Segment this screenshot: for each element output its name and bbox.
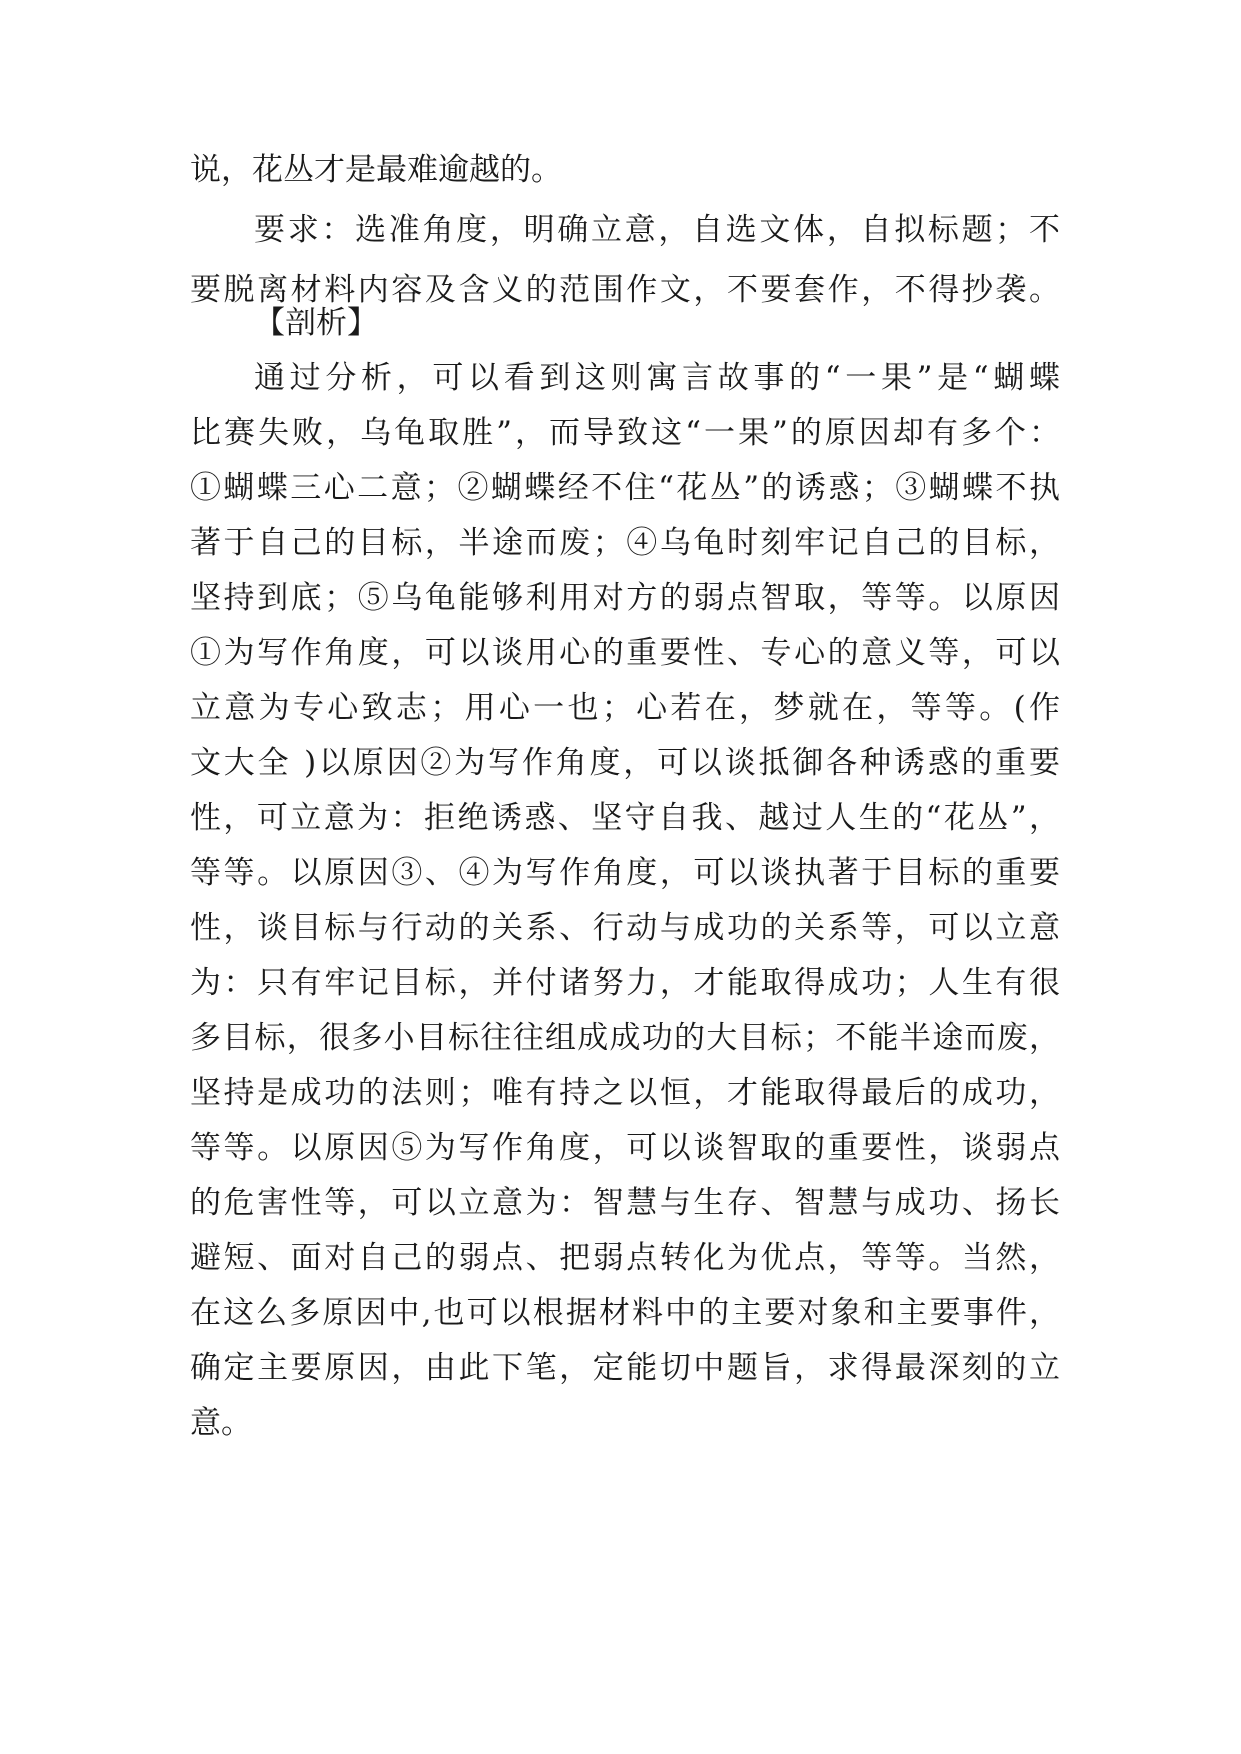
analysis-line-14: 坚持是成功的法则；唯有持之以恒，才能取得最后的成功， [190,1075,1060,1111]
analysis-line-1: 通过分析，可以看到这则寓言故事的“一果”是“蝴蝶 [254,360,1060,396]
analysis-line-20: 意。 [190,1405,252,1441]
analysis-line-7: 立意为专心致志；用心一也；心若在，梦就在，等等。(作 [190,690,1060,726]
analysis-line-2: 比赛失败，乌龟取胜”，而导致这“一果”的原因却有多个： [190,415,1060,451]
requirement-line-1: 要求：选准角度，明确立意，自选文体，自拟标题；不 [254,212,1060,248]
section-heading: 【剖析】 [254,305,378,341]
analysis-line-8: 文大全 )以原因②为写作角度，可以谈抵御各种诱惑的重要 [190,745,1060,781]
analysis-line-16: 的危害性等，可以立意为：智慧与生存、智慧与成功、扬长 [190,1185,1060,1221]
analysis-line-18: 在这么多原因中,也可以根据材料中的主要对象和主要事件， [190,1295,1060,1331]
analysis-line-9: 性，可立意为：拒绝诱惑、坚守自我、越过人生的“花丛”， [190,800,1060,836]
analysis-line-13: 多目标，很多小目标往往组成成功的大目标；不能半途而废， [190,1020,1060,1056]
analysis-line-10: 等等。以原因③、④为写作角度，可以谈执著于目标的重要 [190,855,1060,891]
analysis-line-6: ①为写作角度，可以谈用心的重要性、专心的意义等，可以 [190,635,1060,671]
analysis-line-11: 性，谈目标与行动的关系、行动与成功的关系等，可以立意 [190,910,1060,946]
analysis-line-5: 坚持到底；⑤乌龟能够利用对方的弱点智取，等等。以原因 [190,580,1060,616]
analysis-line-12: 为：只有牢记目标，并付诸努力，才能取得成功；人生有很 [190,965,1060,1001]
analysis-line-15: 等等。以原因⑤为写作角度，可以谈智取的重要性，谈弱点 [190,1130,1060,1166]
analysis-line-3: ①蝴蝶三心二意；②蝴蝶经不住“花丛”的诱惑；③蝴蝶不执 [190,470,1060,506]
analysis-line-4: 著于自己的目标，半途而废；④乌龟时刻牢记自己的目标， [190,525,1060,561]
text-line-1: 说，花丛才是最难逾越的。 [190,152,562,188]
analysis-line-17: 避短、面对自己的弱点、把弱点转化为优点，等等。当然， [190,1240,1060,1276]
requirement-line-2: 要脱离材料内容及含义的范围作文，不要套作，不得抄袭。 [190,272,1060,308]
analysis-line-19: 确定主要原因，由此下笔，定能切中题旨，求得最深刻的立 [190,1350,1060,1386]
